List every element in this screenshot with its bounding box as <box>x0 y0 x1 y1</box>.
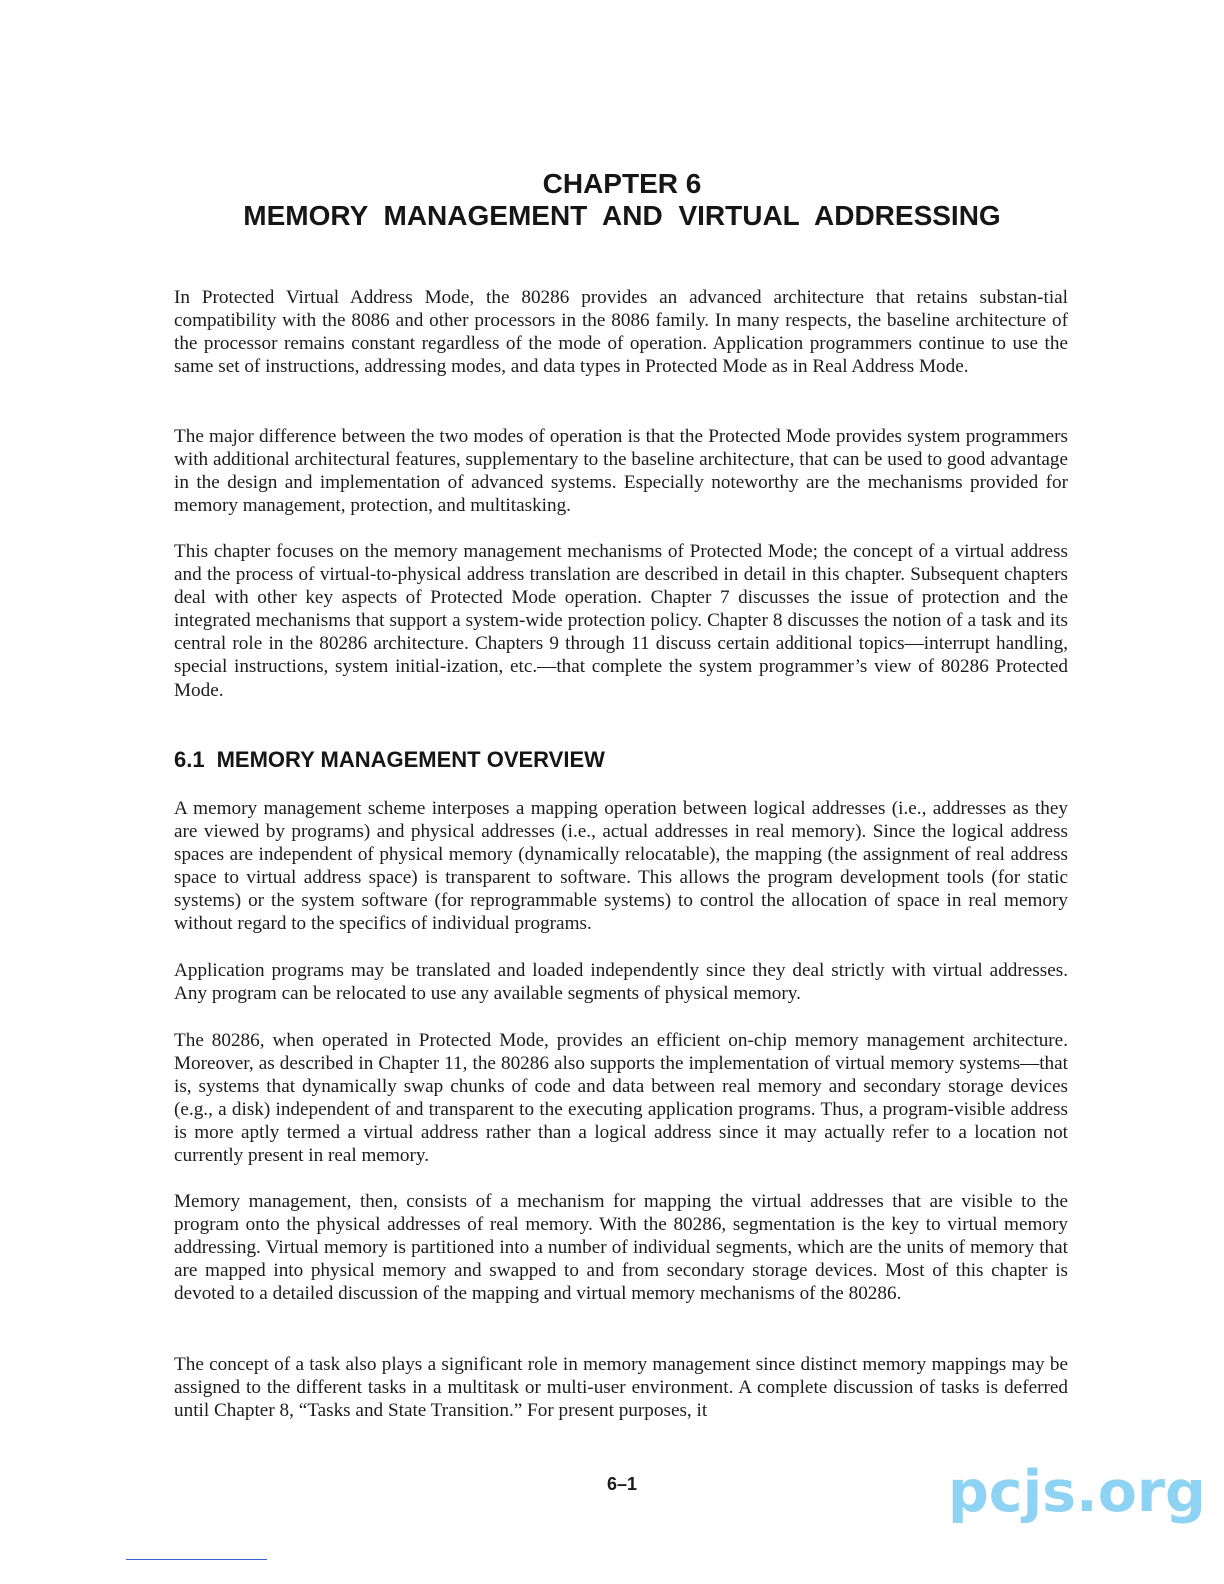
paragraph-mapping-scheme: A memory management scheme interposes a mapping operation between logical addresses (i.e., addresses as they are viewed by programs) and physical addresses (i.e., actual addresses in real memory). Since the logical address spaces are independent of physical memory (dynamically relocatable), the mapping (the assignment of real address space to virtual address space) is transparent to software. This allows the program development tools (for static systems) or the system software (for reprogrammable systems) to control the allocation of space in real memory without regard to the specifics of individual programs. <box>174 798 1068 935</box>
footer-rule <box>126 1559 267 1560</box>
section-number: 6.1 <box>174 747 205 772</box>
section-heading <box>174 746 605 774</box>
section-title: MEMORY MANAGEMENT OVERVIEW <box>216 747 605 772</box>
paragraph-protected-mode-architecture: The 80286, when operated in Protected Mode, provides an efficient on-chip memory management architecture. Moreover, as described in Chapter 11, the 80286 also supports the implementation of virtual memory systems—that is, systems that dynamically swap chunks of code and data between real memory and secondary storage devices (e.g., a disk) independent of and transparent to the executing application programs. Thus, a program-visible address is more aptly termed a virtual address rather than a logical address since it may actually refer to a location not currently present in real memory. <box>174 1030 1068 1167</box>
chapter-number: CHAPTER 6 <box>542 168 702 199</box>
paragraph-chapter-focus: This chapter focuses on the memory management mechanisms of Protected Mode; the concept of a virtual address and the process of virtual-to-physical address translation are described in detail in this chapter. Subsequent chapters deal with other key aspects of Protected Mode operation. Chapter 7 discusses the issue of protection and the integrated mechanisms that support a system-wide protection policy. Chapter 8 discusses the notion of a task and its central role in the 80286 architecture. Chapters 9 through 11 discuss certain additional topics—interrupt handling, special instructions, system initial-ization, etc.—that complete the system programmer’s view of 80286 Protected Mode. <box>174 541 1068 701</box>
pcjs-watermark: pcjs.org <box>948 1459 1206 1525</box>
paragraph-intro: In Protected Virtual Address Mode, the 80286 provides an advanced architecture that retains substan-tial compatibility with the 8086 and other processors in the 8086 family. In many respects, the baseline architecture of the processor remains constant regardless of the mode of operation. Application programmers continue to use the same set of instructions, addressing modes, and data types in Protected Mode as in Real Address Mode. <box>174 287 1068 378</box>
paragraph-mode-differences: The major difference between the two modes of operation is that the Protected Mode provides system programmers with additional architectural features, supplementary to the baseline architecture, that can be used to good advantage in the design and implementation of advanced systems. Especially noteworthy are the mechanisms provided for memory management, protection, and multitasking. <box>174 426 1068 517</box>
chapter-title: MEMORY MANAGEMENT AND VIRTUAL ADDRESSING <box>243 200 1001 231</box>
paragraph-task-concept: The concept of a task also plays a significant role in memory management since distinct memory mappings may be assigned to the different tasks in a multitask or multi-user environment. A complete discussion of tasks is deferred until Chapter 8, “Tasks and State Transition.” For present purposes, it <box>174 1354 1068 1422</box>
paragraph-segmentation: Memory management, then, consists of a mechanism for mapping the virtual addresses that are visible to the program onto the physical addresses of real memory. With the 80286, segmentation is the key to virtual memory addressing. Virtual memory is partitioned into a number of individual segments, which are the units of memory that are mapped into physical memory and swapped to and from secondary storage devices. Most of this chapter is devoted to a detailed discussion of the mapping and virtual memory mechanisms of the 80286. <box>174 1191 1068 1305</box>
paragraph-application-programs: Application programs may be translated and loaded independently since they deal strictly with virtual addresses. Any program can be relocated to use any available segments of physical memory. <box>174 960 1068 1005</box>
page-number: 6–1 <box>606 1474 638 1494</box>
